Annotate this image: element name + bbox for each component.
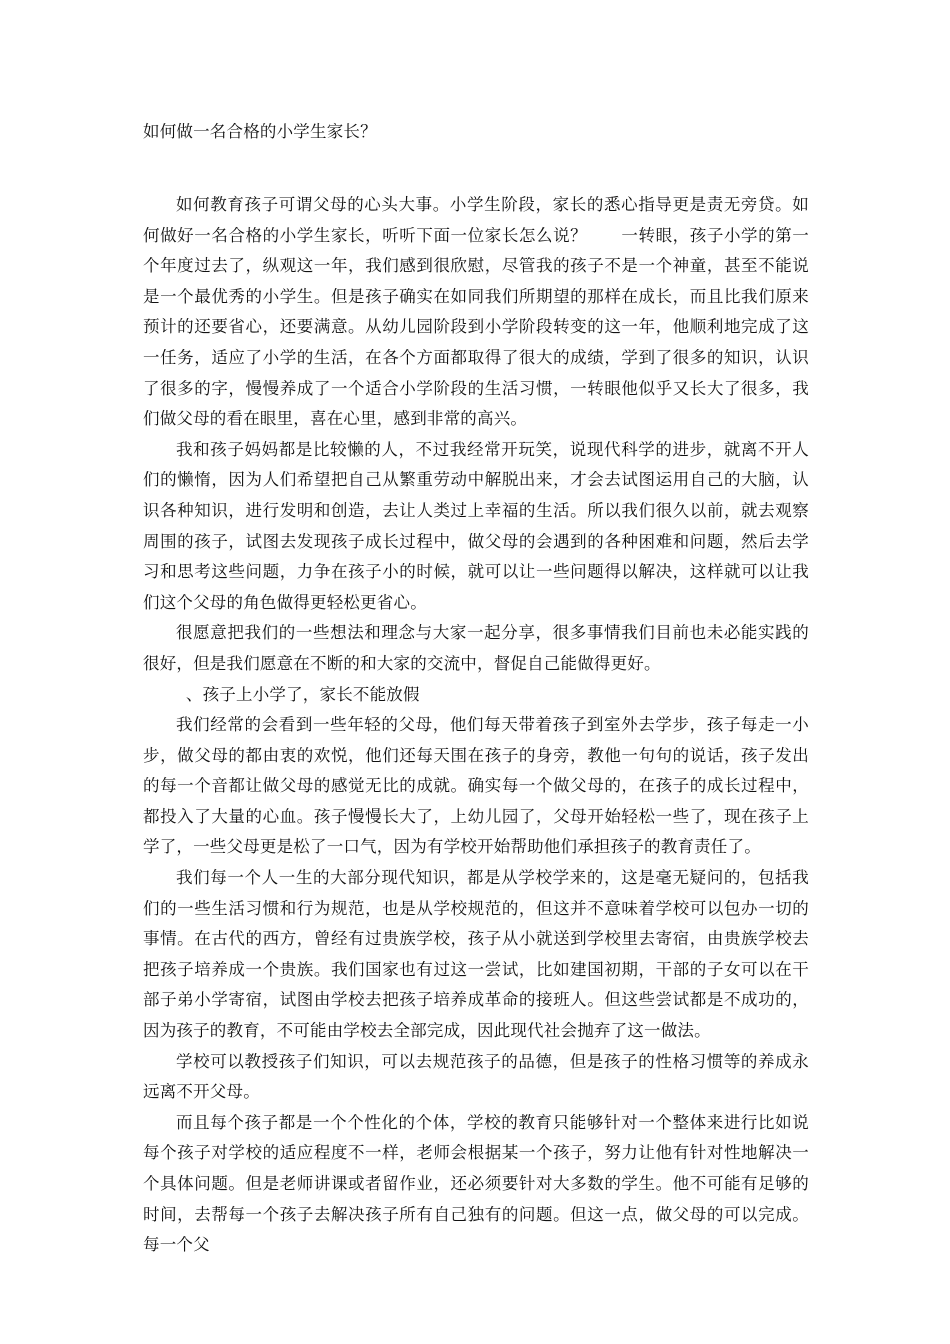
- paragraph-lazy-parents: 我和孩子妈妈都是比较懒的人，不过我经常开玩笑，说现代科学的进步，就离不开人们的懒惰，因为人们希望把自己从繁重劳动中解脱出来，才会去试图运用自己的大脑，认识各种知识，进行发明和创造，去让人类过上幸福的生活。所以我们很久以前，就去观察周围的孩子，试图去发现孩子成长过程中，做父母的会遇到的各种困难和问题，然后去学习和思考这些问题，力争在孩子小的时候，就可以让一些问题得以解决，这样就可以让我们这个父母的角色做得更轻松更省心。: [143, 439, 809, 612]
- paragraph-young-parents: 我们经常的会看到一些年轻的父母，他们每天带着孩子到室外去学步，孩子每走一小步，做父母的都由衷的欢悦，他们还每天围在孩子的身旁，教他一句句的说话，孩子发出的每一个音都让做父母的感觉无比的成就。确实每一个做父母的，在孩子的成长过程中，都投入了大量的心血。孩子慢慢长大了，上幼儿园了，父母开始轻松一些了，现在孩子上学了，一些父母更是松了一口气，因为有学校开始帮助他们承担孩子的教育责任了。: [143, 715, 809, 857]
- paragraph-individual-child: 而且每个孩子都是一个个性化的个体，学校的教育只能够针对一个整体来进行比如说每个孩子对学校的适应程度不一样，老师会根据某一个孩子，努力让他有针对性地解决一个具体问题。但是老师讲课或者留作业，还必须要针对大多数的学生。他不可能有足够的时间，去帮每一个孩子去解决孩子所有自己独有的问题。但这一点，做父母的可以完成。每一个父: [143, 1112, 809, 1255]
- paragraph-school-knowledge: 我们每一个人一生的大部分现代知识，都是从学校学来的，这是毫无疑问的，包括我们的一些生活习惯和行为规范，也是从学校规范的，但这并不意味着学校可以包办一切的事情。在古代的西方，曾经有过贵族学校，孩子从小就送到学校里去寄宿，由贵族学校去把孩子培养成一个贵族。我们国家也有过这一尝试，比如建国初期，干部的子女可以在干部子弟小学寄宿，试图由学校去把孩子培养成革命的接班人。但这些尝试都是不成功的，因为孩子的教育，不可能由学校去全部完成，因此现代社会抛弃了这一做法。: [143, 868, 809, 1041]
- document-title: 如何做一名合格的小学生家长？: [143, 122, 377, 141]
- paragraph-school-teaching: 学校可以教授孩子们知识，可以去规范孩子的品德，但是孩子的性格习惯等的养成永远离不开父母。: [143, 1051, 809, 1102]
- document-page: [143, 118, 809, 1261]
- paragraph-sharing: 很愿意把我们的一些想法和理念与大家一起分享，很多事情我们目前也未必能实践的很好，但是我们愿意在不断的和大家的交流中，督促自己能做得更好。: [143, 623, 809, 673]
- section-heading: 、孩子上小学了，家长不能放假: [185, 684, 420, 704]
- paragraph-intro: 如何教育孩子可谓父母的心头大事。小学生阶段，家长的悉心指导更是责无旁贷。如何做好一名合格的小学生家长，听听下面一位家长怎么说？ 一转眼，孩子小学的第一个年度过去了，纵观这一年，我们感到很欣慰，尽管我的孩子不是一个神童，甚至不能说是一个最优秀的小学生。但是孩子确实在如同我们所期望的那样在成长，而且比我们原来预计的还要省心，还要满意。从幼儿园阶段到小学阶段转变的这一年，他顺利地完成了这一任务，适应了小学的生活，在各个方面都取得了很大的成绩，学到了很多的知识，认识了很多的字，慢慢养成了一个适合小学阶段的生活习惯，一转眼他似乎又长大了很多，我们做父母的看在眼里，喜在心里，感到非常的高兴。: [143, 195, 809, 429]
